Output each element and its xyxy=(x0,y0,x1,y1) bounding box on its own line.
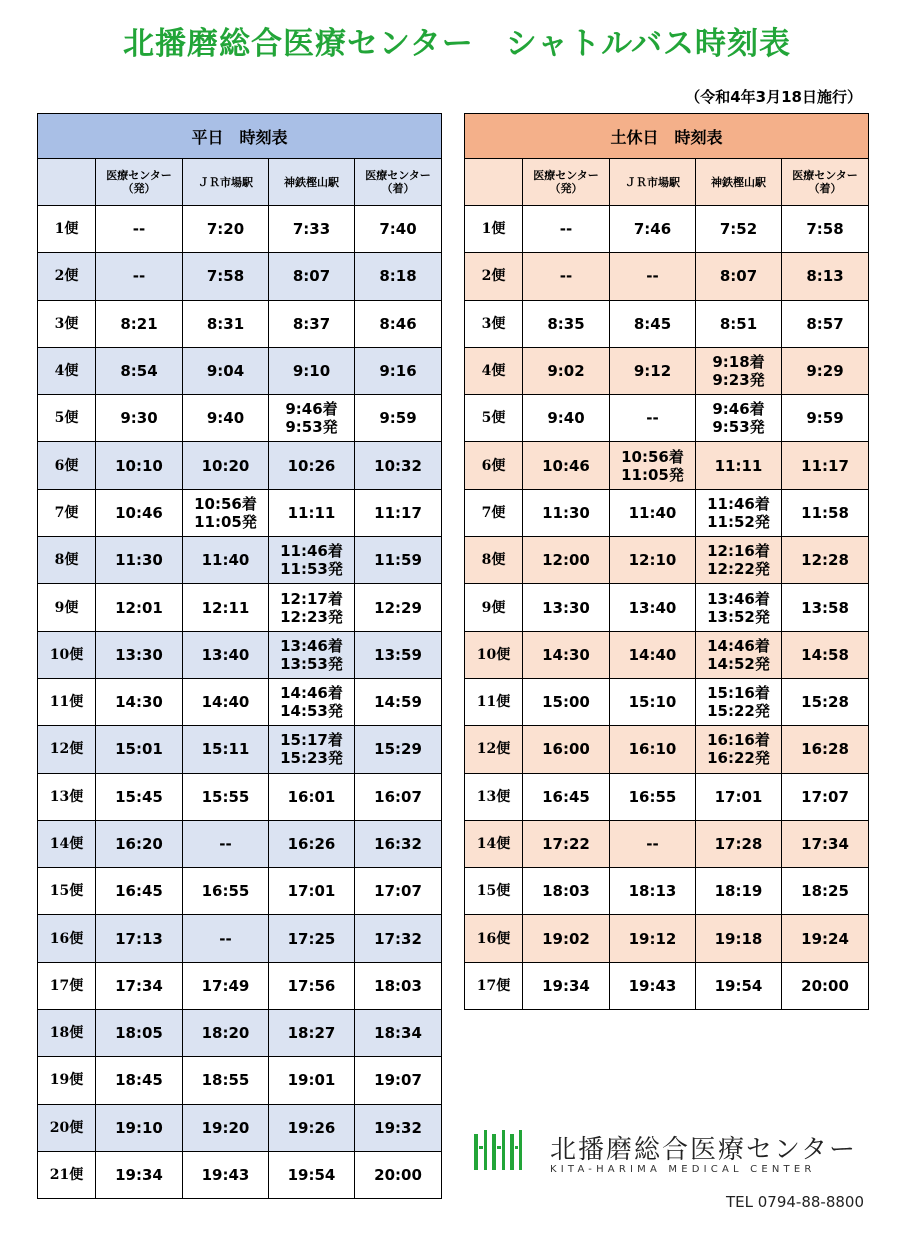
table-row xyxy=(38,489,442,536)
weekday-header-0 xyxy=(38,159,96,206)
time-cell: 18:25 xyxy=(782,868,869,915)
time-cell: 8:54 xyxy=(96,347,183,394)
time-cell: 19:43 xyxy=(610,962,696,1009)
time-cell: 18:34 xyxy=(355,1010,442,1057)
time-cell: 8:51 xyxy=(696,300,782,347)
time-cell: 15:28 xyxy=(782,678,869,725)
table-row xyxy=(38,584,442,631)
weekend-rows xyxy=(465,206,869,1010)
bus-number: 4便 xyxy=(465,347,523,394)
time-cell: 14:40 xyxy=(183,678,269,725)
bus-number: 9便 xyxy=(38,584,96,631)
time-cell: -- xyxy=(183,820,269,867)
time-cell: 15:45 xyxy=(96,773,183,820)
time-cell: 9:29 xyxy=(782,347,869,394)
time-cell: 11:30 xyxy=(96,537,183,584)
time-cell: 17:07 xyxy=(355,868,442,915)
time-cell: 9:59 xyxy=(782,395,869,442)
time-cell: -- xyxy=(610,820,696,867)
time-cell: 19:43 xyxy=(183,1151,269,1198)
table-row xyxy=(465,773,869,820)
time-cell: 10:20 xyxy=(183,442,269,489)
table-row xyxy=(465,962,869,1009)
time-cell: 10:26 xyxy=(269,442,355,489)
table-row xyxy=(38,773,442,820)
time-cell: 17:32 xyxy=(355,915,442,962)
bus-number: 18便 xyxy=(38,1010,96,1057)
time-cell: 14:40 xyxy=(610,631,696,678)
time-cell: 12:29 xyxy=(355,584,442,631)
bus-number: 3便 xyxy=(38,300,96,347)
table-row xyxy=(38,537,442,584)
weekday-table-title: 平日 時刻表 xyxy=(38,114,442,159)
time-cell: 13:30 xyxy=(523,584,610,631)
time-cell: 18:03 xyxy=(355,962,442,1009)
time-cell: 12:10 xyxy=(610,537,696,584)
time-cell: 20:00 xyxy=(782,962,869,1009)
time-cell: 19:18 xyxy=(696,915,782,962)
weekend-table-title: 土休日 時刻表 xyxy=(465,114,869,159)
bus-number: 15便 xyxy=(38,868,96,915)
table-row xyxy=(465,395,869,442)
time-cell: 8:13 xyxy=(782,253,869,300)
time-cell: 19:54 xyxy=(269,1151,355,1198)
time-cell: 14:30 xyxy=(96,678,183,725)
time-cell: 19:07 xyxy=(355,1057,442,1104)
time-cell: 9:46着 9:53発 xyxy=(269,395,355,442)
hospital-logo-mark-icon xyxy=(472,1128,524,1172)
weekend-header-1: 医療センター （発） xyxy=(523,159,610,206)
time-cell: 9:40 xyxy=(523,395,610,442)
time-cell: 17:49 xyxy=(183,962,269,1009)
time-cell: 17:01 xyxy=(696,773,782,820)
weekday-header-row xyxy=(38,159,442,206)
table-row xyxy=(465,584,869,631)
time-cell: 19:02 xyxy=(523,915,610,962)
time-cell: 8:21 xyxy=(96,300,183,347)
bus-number: 16便 xyxy=(38,915,96,962)
time-cell: 7:58 xyxy=(183,253,269,300)
bus-number: 10便 xyxy=(465,631,523,678)
time-cell: 13:46着 13:53発 xyxy=(269,631,355,678)
table-row xyxy=(465,868,869,915)
bus-number: 8便 xyxy=(38,537,96,584)
time-cell: 13:40 xyxy=(610,584,696,631)
time-cell: 19:34 xyxy=(96,1151,183,1198)
time-cell: 16:10 xyxy=(610,726,696,773)
table-row xyxy=(465,489,869,536)
table-row xyxy=(465,537,869,584)
bus-number: 10便 xyxy=(38,631,96,678)
bus-number: 5便 xyxy=(465,395,523,442)
table-row xyxy=(38,820,442,867)
table-row xyxy=(465,678,869,725)
time-cell: 19:12 xyxy=(610,915,696,962)
time-cell: 9:16 xyxy=(355,347,442,394)
weekend-header-4: 医療センター （着） xyxy=(782,159,869,206)
bus-number: 2便 xyxy=(465,253,523,300)
weekday-header-1: 医療センター （発） xyxy=(96,159,183,206)
time-cell: 9:59 xyxy=(355,395,442,442)
time-cell: 13:40 xyxy=(183,631,269,678)
bus-number: 12便 xyxy=(465,726,523,773)
time-cell: 17:34 xyxy=(782,820,869,867)
table-row xyxy=(38,206,442,253)
time-cell: -- xyxy=(610,395,696,442)
time-cell: 16:26 xyxy=(269,820,355,867)
bus-number: 2便 xyxy=(38,253,96,300)
time-cell: 8:35 xyxy=(523,300,610,347)
time-cell: 11:46着 11:53発 xyxy=(269,537,355,584)
time-cell: 20:00 xyxy=(355,1151,442,1198)
time-cell: 19:10 xyxy=(96,1104,183,1151)
time-cell: 8:31 xyxy=(183,300,269,347)
time-cell: 17:34 xyxy=(96,962,183,1009)
time-cell: 19:24 xyxy=(782,915,869,962)
bus-number: 8便 xyxy=(465,537,523,584)
bus-number: 14便 xyxy=(465,820,523,867)
time-cell: 10:46 xyxy=(96,489,183,536)
time-cell: 11:11 xyxy=(696,442,782,489)
time-cell: 9:46着 9:53発 xyxy=(696,395,782,442)
table-row xyxy=(465,915,869,962)
time-cell: 19:20 xyxy=(183,1104,269,1151)
time-cell: 9:04 xyxy=(183,347,269,394)
bus-number: 1便 xyxy=(465,206,523,253)
table-row xyxy=(38,962,442,1009)
table-row xyxy=(38,300,442,347)
time-cell: -- xyxy=(523,206,610,253)
table-row xyxy=(465,820,869,867)
table-row xyxy=(465,631,869,678)
hospital-name-jp: 北播磨総合医療センター xyxy=(550,1135,857,1165)
time-cell: 15:00 xyxy=(523,678,610,725)
table-row xyxy=(38,347,442,394)
table-row xyxy=(465,726,869,773)
table-row xyxy=(38,1104,442,1151)
time-cell: 15:16着 15:22発 xyxy=(696,678,782,725)
time-cell: 19:54 xyxy=(696,962,782,1009)
bus-number: 17便 xyxy=(465,962,523,1009)
weekday-header-3: 神鉄樫山駅 xyxy=(269,159,355,206)
time-cell: 10:56着 11:05発 xyxy=(610,442,696,489)
time-cell: 14:59 xyxy=(355,678,442,725)
table-row xyxy=(38,915,442,962)
time-cell: 12:17着 12:23発 xyxy=(269,584,355,631)
bus-number: 17便 xyxy=(38,962,96,1009)
time-cell: 8:07 xyxy=(269,253,355,300)
time-cell: 17:56 xyxy=(269,962,355,1009)
time-cell: 14:30 xyxy=(523,631,610,678)
time-cell: 13:30 xyxy=(96,631,183,678)
time-cell: 16:45 xyxy=(523,773,610,820)
time-cell: -- xyxy=(96,253,183,300)
time-cell: 17:28 xyxy=(696,820,782,867)
bus-number: 4便 xyxy=(38,347,96,394)
bus-number: 3便 xyxy=(465,300,523,347)
time-cell: -- xyxy=(96,206,183,253)
weekday-rows xyxy=(38,206,442,1199)
time-cell: 7:20 xyxy=(183,206,269,253)
time-cell: 18:13 xyxy=(610,868,696,915)
time-cell: 18:20 xyxy=(183,1010,269,1057)
time-cell: 8:37 xyxy=(269,300,355,347)
time-cell: 17:25 xyxy=(269,915,355,962)
table-row xyxy=(38,1151,442,1198)
table-row xyxy=(38,1010,442,1057)
time-cell: 15:17着 15:23発 xyxy=(269,726,355,773)
time-cell: 7:40 xyxy=(355,206,442,253)
time-cell: 15:01 xyxy=(96,726,183,773)
bus-number: 7便 xyxy=(38,489,96,536)
time-cell: 16:45 xyxy=(96,868,183,915)
bus-number: 20便 xyxy=(38,1104,96,1151)
time-cell: 8:46 xyxy=(355,300,442,347)
time-cell: 11:40 xyxy=(183,537,269,584)
time-cell: 16:28 xyxy=(782,726,869,773)
time-cell: 16:07 xyxy=(355,773,442,820)
bus-number: 7便 xyxy=(465,489,523,536)
time-cell: 13:58 xyxy=(782,584,869,631)
bus-number: 13便 xyxy=(465,773,523,820)
bus-number: 6便 xyxy=(465,442,523,489)
time-cell: 11:17 xyxy=(782,442,869,489)
time-cell: 18:45 xyxy=(96,1057,183,1104)
phone-number: TEL 0794-88-8800 xyxy=(725,1193,864,1211)
time-cell: 8:07 xyxy=(696,253,782,300)
time-cell: 16:16着 16:22発 xyxy=(696,726,782,773)
bus-number: 14便 xyxy=(38,820,96,867)
time-cell: 8:18 xyxy=(355,253,442,300)
time-cell: 7:58 xyxy=(782,206,869,253)
weekend-header-2: ＪＲ市場駅 xyxy=(610,159,696,206)
bus-number: 1便 xyxy=(38,206,96,253)
time-cell: 10:46 xyxy=(523,442,610,489)
time-cell: 19:26 xyxy=(269,1104,355,1151)
time-cell: 13:59 xyxy=(355,631,442,678)
time-cell: 12:16着 12:22発 xyxy=(696,537,782,584)
time-cell: 16:20 xyxy=(96,820,183,867)
weekday-header-2: ＪＲ市場駅 xyxy=(183,159,269,206)
time-cell: 18:55 xyxy=(183,1057,269,1104)
bus-number: 21便 xyxy=(38,1151,96,1198)
time-cell: 12:11 xyxy=(183,584,269,631)
table-row xyxy=(465,253,869,300)
bus-number: 5便 xyxy=(38,395,96,442)
time-cell: 18:19 xyxy=(696,868,782,915)
time-cell: -- xyxy=(183,915,269,962)
time-cell: 11:59 xyxy=(355,537,442,584)
table-row xyxy=(465,206,869,253)
time-cell: 15:29 xyxy=(355,726,442,773)
time-cell: 17:01 xyxy=(269,868,355,915)
hospital-logo xyxy=(472,1128,872,1188)
time-cell: 17:13 xyxy=(96,915,183,962)
weekend-timetable xyxy=(464,113,869,1010)
time-cell: 19:34 xyxy=(523,962,610,1009)
time-cell: 16:01 xyxy=(269,773,355,820)
bus-number: 15便 xyxy=(465,868,523,915)
time-cell: 9:10 xyxy=(269,347,355,394)
time-cell: 15:55 xyxy=(183,773,269,820)
time-cell: 9:12 xyxy=(610,347,696,394)
hospital-name-en: KITA-HARIMA MEDICAL CENTER xyxy=(550,1164,816,1175)
time-cell: 10:10 xyxy=(96,442,183,489)
time-cell: 15:10 xyxy=(610,678,696,725)
time-cell: 11:17 xyxy=(355,489,442,536)
table-row xyxy=(465,300,869,347)
time-cell: 9:30 xyxy=(96,395,183,442)
bus-number: 13便 xyxy=(38,773,96,820)
bus-number: 6便 xyxy=(38,442,96,489)
time-cell: 18:05 xyxy=(96,1010,183,1057)
bus-number: 9便 xyxy=(465,584,523,631)
time-cell: 16:55 xyxy=(183,868,269,915)
time-cell: 11:40 xyxy=(610,489,696,536)
table-row xyxy=(38,726,442,773)
table-row xyxy=(38,442,442,489)
weekend-header-row xyxy=(465,159,869,206)
time-cell: 10:32 xyxy=(355,442,442,489)
time-cell: 7:33 xyxy=(269,206,355,253)
time-cell: 8:45 xyxy=(610,300,696,347)
time-cell: 8:57 xyxy=(782,300,869,347)
time-cell: 11:11 xyxy=(269,489,355,536)
table-row xyxy=(38,631,442,678)
time-cell: 7:46 xyxy=(610,206,696,253)
time-cell: 10:56着 11:05発 xyxy=(183,489,269,536)
time-cell: 17:07 xyxy=(782,773,869,820)
table-row xyxy=(38,678,442,725)
bus-number: 12便 xyxy=(38,726,96,773)
time-cell: 12:00 xyxy=(523,537,610,584)
weekday-header-4: 医療センター （着） xyxy=(355,159,442,206)
page-title: 北播磨総合医療センター シャトルバス時刻表 xyxy=(123,26,791,62)
weekend-header-3: 神鉄樫山駅 xyxy=(696,159,782,206)
weekend-header-0 xyxy=(465,159,523,206)
time-cell: 11:30 xyxy=(523,489,610,536)
bus-number: 16便 xyxy=(465,915,523,962)
table-row xyxy=(465,347,869,394)
time-cell: 11:46着 11:52発 xyxy=(696,489,782,536)
table-row xyxy=(38,1057,442,1104)
table-row xyxy=(38,868,442,915)
time-cell: 19:01 xyxy=(269,1057,355,1104)
time-cell: 9:02 xyxy=(523,347,610,394)
time-cell: 16:00 xyxy=(523,726,610,773)
time-cell: 7:52 xyxy=(696,206,782,253)
time-cell: 19:32 xyxy=(355,1104,442,1151)
time-cell: 18:27 xyxy=(269,1010,355,1057)
time-cell: 17:22 xyxy=(523,820,610,867)
time-cell: 16:55 xyxy=(610,773,696,820)
bus-number: 19便 xyxy=(38,1057,96,1104)
time-cell: 11:58 xyxy=(782,489,869,536)
table-row xyxy=(38,253,442,300)
table-row xyxy=(38,395,442,442)
time-cell: 13:46着 13:52発 xyxy=(696,584,782,631)
time-cell: 18:03 xyxy=(523,868,610,915)
time-cell: 14:58 xyxy=(782,631,869,678)
time-cell: 14:46着 14:53発 xyxy=(269,678,355,725)
weekday-timetable xyxy=(37,113,442,1199)
time-cell: 12:01 xyxy=(96,584,183,631)
table-row xyxy=(465,442,869,489)
time-cell: 15:11 xyxy=(183,726,269,773)
bus-number: 11便 xyxy=(38,678,96,725)
time-cell: -- xyxy=(523,253,610,300)
time-cell: 16:32 xyxy=(355,820,442,867)
effective-date: （令和4年3月18日施行） xyxy=(685,88,862,106)
bus-number: 11便 xyxy=(465,678,523,725)
time-cell: 12:28 xyxy=(782,537,869,584)
time-cell: 9:40 xyxy=(183,395,269,442)
time-cell: 14:46着 14:52発 xyxy=(696,631,782,678)
time-cell: -- xyxy=(610,253,696,300)
time-cell: 9:18着 9:23発 xyxy=(696,347,782,394)
